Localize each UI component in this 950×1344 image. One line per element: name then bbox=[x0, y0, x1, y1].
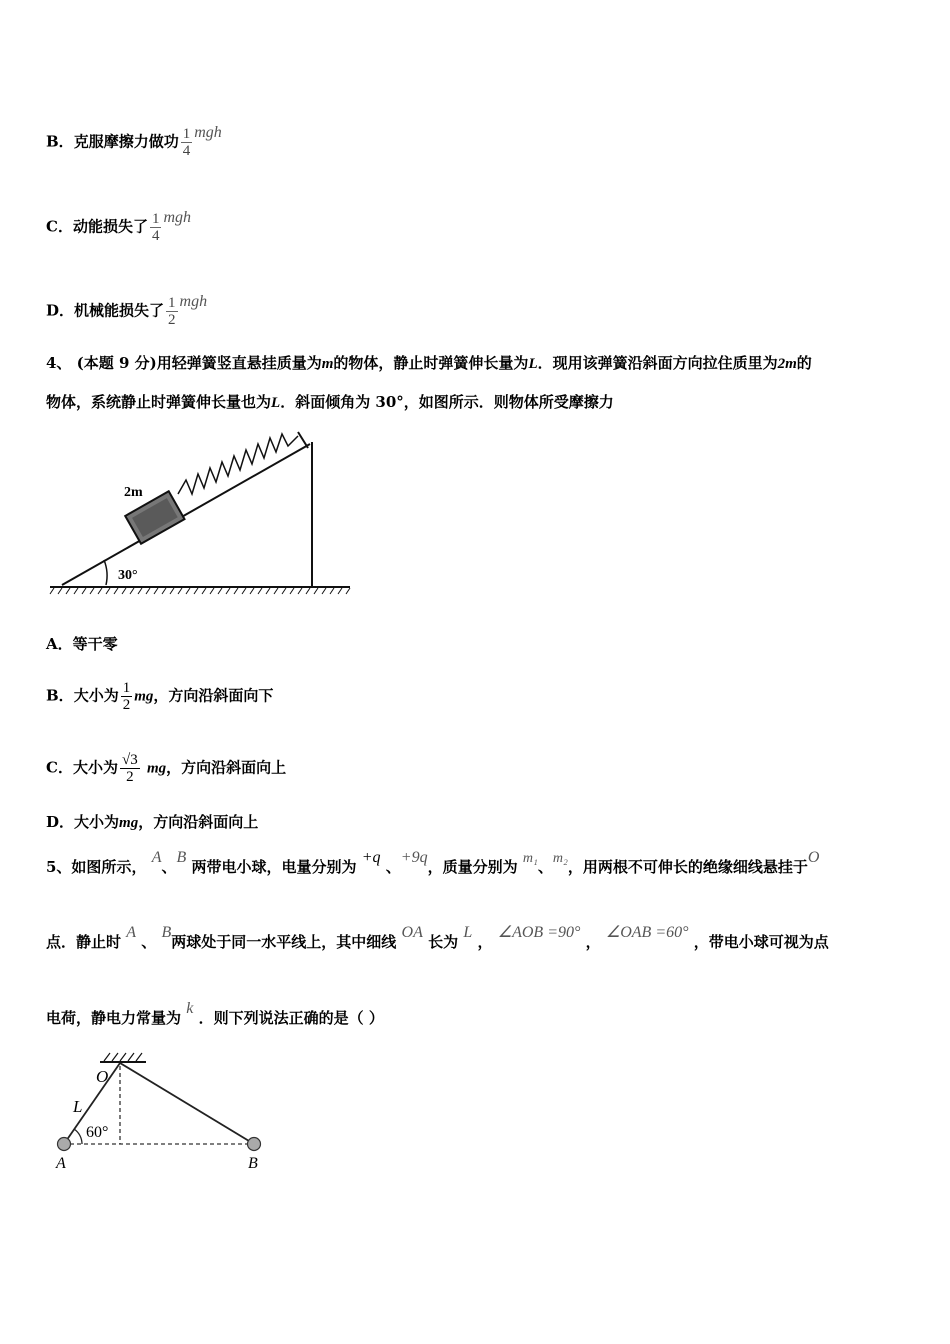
math-oa: OA bbox=[401, 924, 423, 941]
ground-hatching bbox=[50, 588, 350, 594]
math-m: m bbox=[321, 356, 334, 372]
q5-stem-line3 bbox=[46, 1000, 384, 1029]
incline-surface bbox=[62, 444, 310, 585]
math-expr: mgh bbox=[179, 292, 208, 310]
text: 长为 bbox=[428, 933, 459, 951]
text: 的 bbox=[796, 354, 812, 372]
text: ，带电小球可视为点 bbox=[693, 933, 829, 951]
text: 4、 (本题 9 分)用轻弹簧竖直悬挂质量为 bbox=[46, 354, 322, 372]
q4-stem-line2 bbox=[46, 392, 614, 413]
math-l: L bbox=[528, 356, 538, 372]
thread-ob bbox=[120, 1063, 254, 1144]
option-text: 大小为 bbox=[73, 686, 119, 705]
option-text: ，方向沿斜面向上 bbox=[138, 813, 259, 831]
label-angle: 60° bbox=[86, 1124, 109, 1141]
option-text: 克服摩擦力做功 bbox=[73, 132, 179, 151]
text: ， bbox=[585, 933, 601, 951]
fraction bbox=[120, 752, 140, 785]
option-label: D． bbox=[46, 813, 75, 831]
q4-option-c bbox=[46, 752, 286, 785]
text: ．则下列说法正确的是（ ） bbox=[198, 1009, 384, 1027]
math-2m: 2m bbox=[777, 356, 797, 372]
q4-option-b bbox=[46, 680, 273, 713]
option-label: B． bbox=[46, 132, 74, 151]
denominator: 4 bbox=[151, 228, 160, 244]
text: 、 bbox=[161, 858, 177, 876]
math-mg: mg bbox=[146, 760, 167, 777]
option-text: 动能损失了 bbox=[72, 217, 148, 236]
q3-option-b bbox=[46, 123, 222, 159]
q5-suspension-figure bbox=[46, 1048, 276, 1176]
label-l: L bbox=[73, 1097, 83, 1116]
angle-arc bbox=[74, 1129, 82, 1144]
text: 、 bbox=[141, 933, 157, 951]
angle-label: 30° bbox=[118, 568, 138, 583]
q4-option-a bbox=[46, 634, 118, 654]
option-text: ，方向沿斜面向上 bbox=[166, 758, 287, 777]
label-b: B bbox=[248, 1155, 258, 1172]
text: 点．静止时 bbox=[46, 933, 122, 951]
q5-stem-line1 bbox=[46, 849, 820, 879]
math-l: L bbox=[271, 395, 281, 411]
numerator: 1 bbox=[168, 295, 176, 311]
numerator: √3 bbox=[121, 752, 138, 768]
math-angle-aob: ∠AOB =90° bbox=[497, 924, 581, 941]
math-angle-oab: ∠OAB =60° bbox=[605, 924, 689, 941]
option-label: B． bbox=[46, 686, 74, 705]
fraction bbox=[121, 680, 133, 713]
denominator: 2 bbox=[122, 697, 131, 713]
math-l: L bbox=[463, 924, 473, 941]
text: 5、如图所示， bbox=[46, 858, 147, 876]
ceiling-hatching bbox=[104, 1053, 142, 1061]
text: 电荷，静电力常量为 bbox=[46, 1009, 182, 1027]
text: ，用两根不可伸长的绝缘细线悬挂于 bbox=[567, 858, 808, 876]
math-mg: mg bbox=[134, 688, 154, 705]
q4-stem-line1 bbox=[46, 353, 812, 374]
option-text: ，方向沿斜面向下 bbox=[153, 686, 274, 705]
mass-label: 2m bbox=[124, 485, 143, 500]
option-label: D． bbox=[46, 301, 75, 320]
angle-arc bbox=[104, 560, 107, 585]
denominator: 2 bbox=[168, 312, 176, 328]
option-label: C． bbox=[46, 217, 73, 236]
math-a: A bbox=[126, 924, 137, 941]
text: 的物体，静止时弹簧伸长量为 bbox=[333, 354, 529, 372]
ball-b bbox=[248, 1138, 261, 1151]
text: ，质量分别为 bbox=[427, 858, 518, 876]
math-q2: +9q bbox=[400, 849, 428, 866]
q3-option-c bbox=[46, 208, 192, 244]
option-label: A． bbox=[46, 635, 73, 653]
q4-option-d bbox=[46, 812, 258, 833]
math-m1: m₁ bbox=[522, 851, 538, 866]
text: ， bbox=[477, 933, 493, 951]
math-m2: m₂ bbox=[552, 851, 568, 866]
math-q1: +q bbox=[361, 849, 381, 866]
math-mg: mg bbox=[119, 815, 139, 831]
numerator: 1 bbox=[122, 680, 131, 696]
text: 物体，系统静止时弹簧伸长量也为 bbox=[46, 393, 272, 411]
text: 、 bbox=[537, 858, 553, 876]
option-text: 大小为 bbox=[74, 813, 120, 831]
option-text: 等干零 bbox=[72, 635, 118, 653]
numerator: 1 bbox=[182, 126, 191, 142]
text: ．斜面倾角为 30°，如图所示．则物体所受摩擦力 bbox=[280, 393, 614, 411]
math-k: k bbox=[186, 1000, 194, 1017]
ball-a bbox=[58, 1138, 71, 1151]
math-b: B bbox=[176, 849, 187, 866]
option-text: 机械能损失了 bbox=[74, 301, 165, 320]
math-b: B bbox=[161, 924, 172, 941]
fraction bbox=[150, 211, 162, 244]
q5-stem-line2 bbox=[46, 924, 829, 953]
math-expr: mgh bbox=[194, 123, 222, 141]
text: 两带电小球，电量分别为 bbox=[191, 858, 357, 876]
fraction bbox=[181, 126, 193, 159]
math-a: A bbox=[151, 849, 162, 866]
math-expr: mgh bbox=[163, 208, 192, 226]
label-a: A bbox=[56, 1155, 66, 1172]
q3-option-d bbox=[46, 292, 208, 328]
fraction bbox=[166, 295, 178, 328]
option-label: C． bbox=[46, 758, 73, 777]
denominator: 2 bbox=[126, 769, 134, 785]
spring-anchor bbox=[298, 432, 308, 448]
text: ．现用该弹簧沿斜面方向拉住质里为 bbox=[537, 354, 778, 372]
option-text: 大小为 bbox=[72, 758, 118, 777]
denominator: 4 bbox=[182, 143, 191, 159]
q4-incline-figure bbox=[46, 422, 356, 598]
math-o: O bbox=[807, 849, 820, 866]
text: 两球处于同一水平线上，其中细线 bbox=[171, 933, 397, 951]
label-o: O bbox=[96, 1067, 109, 1086]
numerator: 1 bbox=[151, 211, 160, 227]
text: 、 bbox=[385, 858, 401, 876]
